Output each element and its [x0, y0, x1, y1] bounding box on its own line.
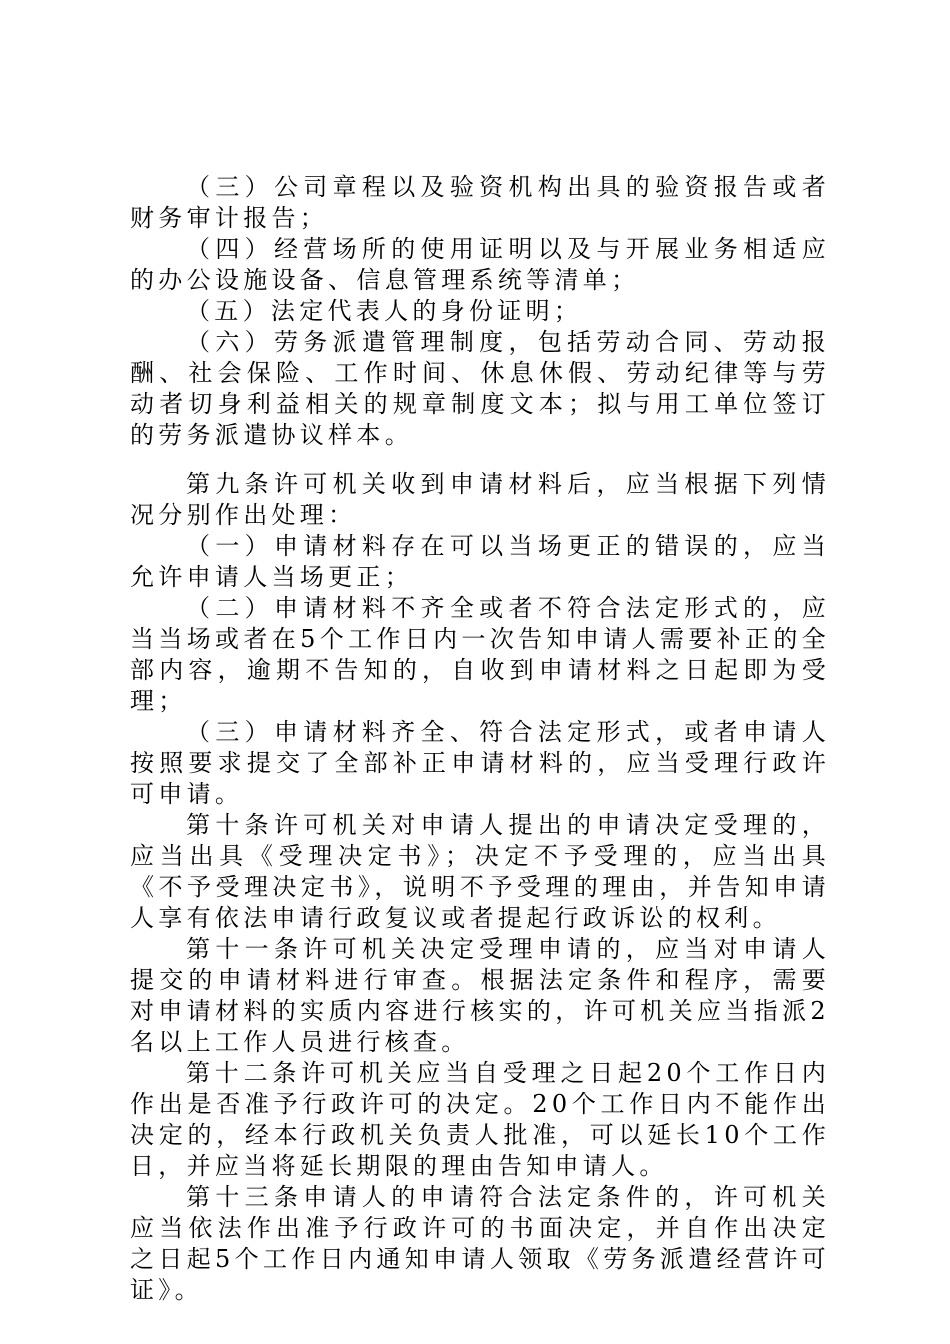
paragraph-item-5: （五）法定代表人的身份证明； — [186, 297, 583, 325]
paragraph-article-13: 第十三条申请人的申请符合法定条件的，许可机关应当依法作出准予行政许可的书面决定，并自作出决定之日起5个工作日内通知申请人领取《劳务派遣经营许可证》。 — [130, 1183, 830, 1304]
paragraph-article-12: 第十二条许可机关应当自受理之日起20个工作日内作出是否准予行政许可的决定。20个工作日内不能作出决定的，经本行政机关负责人批准，可以延长10个工作日，并应当将延长期限的理由告知申请人。 — [130, 1059, 830, 1180]
paragraph-article-9: 第九条许可机关收到申请材料后，应当根据下列情况分别作出处理： — [130, 470, 830, 529]
document-body — [130, 172, 830, 1306]
paragraph-article-9-item-3: （三）申请材料齐全、符合法定形式，或者申请人按照要求提交了全部补正申请材料的，应当受理行政许可申请。 — [130, 718, 830, 808]
paragraph-article-9-item-2: （二）申请材料不齐全或者不符合法定形式的，应当当场或者在5个工作日内一次告知申请人需要补正的全部内容，逾期不告知的，自收到申请材料之日起即为受理； — [130, 594, 830, 715]
paragraph-item-3: （三）公司章程以及验资机构出具的验资报告或者财务审计报告； — [130, 173, 830, 232]
paragraph-article-9-item-1: （一）申请材料存在可以当场更正的错误的，应当允许申请人当场更正； — [130, 532, 830, 591]
paragraph-article-10: 第十条许可机关对申请人提出的申请决定受理的，应当出具《受理决定书》；决定不予受理的，应当出具《不予受理决定书》，说明不予受理的理由，并告知申请人享有依法申请行政复议或者提起行政诉讼的权利。 — [130, 811, 830, 932]
paragraph-item-4: （四）经营场所的使用证明以及与开展业务相适应的办公设施设备、信息管理系统等清单； — [130, 235, 830, 294]
paragraph-item-6: （六）劳务派遣管理制度，包括劳动合同、劳动报酬、社会保险、工作时间、休息休假、劳动纪律等与劳动者切身利益相关的规章制度文本；拟与用工单位签订的劳务派遣协议样本。 — [130, 328, 830, 449]
paragraph-article-11: 第十一条许可机关决定受理申请的，应当对申请人提交的申请材料进行审查。根据法定条件和程序，需要对申请材料的实质内容进行核实的，许可机关应当指派2名以上工作人员进行核查。 — [130, 935, 830, 1056]
